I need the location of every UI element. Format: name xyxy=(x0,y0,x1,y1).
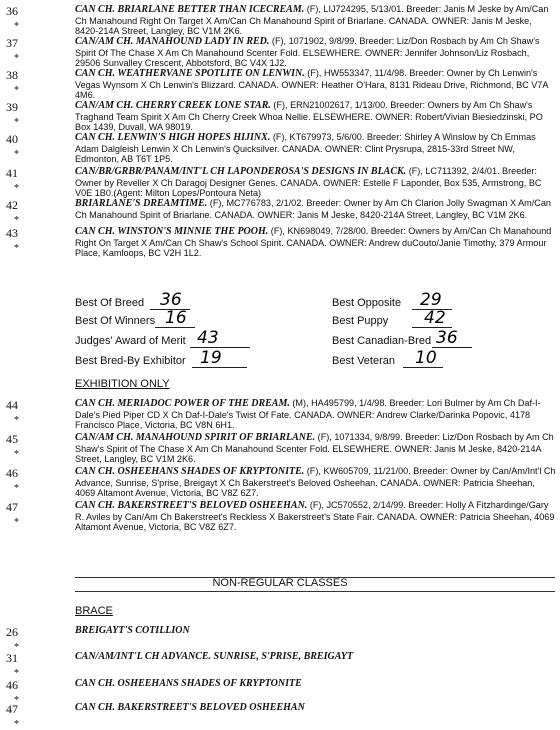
entry-text xyxy=(75,398,556,431)
brace-dog-name: CAN/AM/INT'L CH ADVANCE. SUNRISE, S'PRISE, BREIGAYT xyxy=(75,651,354,662)
entry-marker: * xyxy=(14,449,19,460)
best-bred-by-exhibitor-line xyxy=(192,367,247,368)
best-puppy-label: Best Puppy xyxy=(332,315,389,327)
section-divider-bottom xyxy=(75,591,555,592)
brace-dog-name: BREIGAYT'S COTILLION xyxy=(75,625,190,636)
entry-marker: * xyxy=(14,415,19,426)
dog-details: (F), KN698049, 7/28/00. Breeder: Owners by Am/Can Ch Manahound Right On Target X Am/Can Ch Shaw's School Spirit. CANADA. OWNER: Andrew duCouto/Janie Timothy, 379 Armour Place, Kamloops, BC V2H 1L2. xyxy=(75,226,552,258)
best-bred-by-exhibitor-label: Best Bred-By Exhibitor xyxy=(75,355,186,367)
entry-number: 44 xyxy=(6,398,18,412)
entry-marker: * xyxy=(14,695,19,706)
entry-marker: * xyxy=(14,183,19,194)
best-of-winners-line xyxy=(155,327,195,328)
best-canadian-bred-value: 36 xyxy=(436,328,458,348)
dog-details: (F), 1071902, 9/8/99. Breeder: Liz/Don Rosbach by Am Ch Shaw's Spirit Of The Chase X Am Ch Manahound Scenter Fold. ELSEWHERE. OWNER: Jennifer Johnson/Liz Rosbach, 29506 Sunvalley Crescent, Abbotsford, BC V4X 1J2. xyxy=(75,36,540,68)
dog-name: CAN CH. WINSTON'S MINNIE THE POOH. xyxy=(75,226,269,237)
dog-details: (F), KW605709, 11/21/00. Breeder: Owner by Can/Am/Int'l Ch Advance, Sunrise, S'prise, Breigayt X Ch Bakerstreet's Beloved Osheehan. CANADA. OWNER: Patricia Sheehan, 4069 Altamont Avenue, Victoria, BC V8Z 6Z7. xyxy=(75,466,556,498)
best-veteran-label: Best Veteran xyxy=(332,355,395,367)
best-opposite-value: 29 xyxy=(420,290,442,310)
dog-details: (F), ERN21002617, 1/13/00. Breeder: Owners by Am Ch Shaw's Traghand Team Spirit X Am Ch Cherry Creek Whoa Nellie. ELSEWHERE. OWNER: Robert/Vivian Biesiedzinski, PO Box 1439, Duvall, WA 98019. xyxy=(75,100,543,132)
best-canadian-bred-line xyxy=(432,347,472,348)
entry-number: 31 xyxy=(6,651,18,665)
entry-marker: * xyxy=(14,483,19,494)
best-puppy-value: 42 xyxy=(424,308,446,328)
entry-text xyxy=(75,198,556,220)
best-bred-by-exhibitor-value: 19 xyxy=(200,348,222,368)
entry-text xyxy=(75,466,556,499)
dog-details: (M), HA495799, 1/4/98. Breeder: Lori Bulmer by Am Ch Daf-I-Dale's Pied Piper CD X Ch Daf-I-Dale's Twist Of Fate. CANADA. OWNER: Andrew Clarke/Darinka Popovic, 4178 Francisco Place, Victoria, BC V8N 6H1. xyxy=(75,398,541,430)
entry-marker: * xyxy=(14,642,19,653)
entry-number: 46 xyxy=(6,678,18,692)
dog-name: CAN CH. WEATHERVANE SPOTLITE ON LENWIN. xyxy=(75,68,305,79)
entry-text xyxy=(75,4,556,37)
entry-text xyxy=(75,36,556,69)
entry-marker: * xyxy=(14,517,19,528)
entry-number: 38 xyxy=(6,68,18,82)
entry-marker: * xyxy=(14,117,19,128)
best-of-winners-label: Best Of Winners xyxy=(75,315,156,327)
entry-number: 47 xyxy=(6,500,18,514)
entry-number: 26 xyxy=(6,625,18,639)
entry-marker: * xyxy=(14,149,19,160)
entry-number: 43 xyxy=(6,226,18,240)
entry-text xyxy=(75,432,556,465)
dog-name: CAN CH. BAKERSTREET'S BELOVED OSHEEHAN. xyxy=(75,500,308,511)
dog-details: (F), KT679973, 5/6/00. Breeder: Shirley A Winslow by Ch Emmas Adam Dalgleish Lenwin X Ch Lenwin's Quicksilver. CANADA. OWNER: Clint Prysrupa, 2815-33rd Street NW, Edmonton, AB T6T 1P5. xyxy=(75,132,536,164)
dog-details: (F), LC711392, 2/4/01. Breeder: Owner by Reveller X Ch Daragoj Designer Genes. CANADA. OWNER: Estelle F Laponder, Box 535, Armstrong, BC V0E 1B0.(Agent: Milton Lopes/Pontoura Neta) xyxy=(75,166,542,198)
judges-award-label: Judges' Award of Merit xyxy=(75,335,186,347)
dog-details: (F), 1071334, 9/8/99. Breeder: Liz/Don Rosbach by Am Ch Shaw's Spirit of The Chase X Am Ch Manahound Scenter Fold. ELSEWHERE. OWNER: Janis M Jeske, 8420-214A Street, Langley, BC V1M 2K6. xyxy=(75,432,554,464)
brace-dog-name: CAN CH. OSHEEHANS SHADES OF KRYPTONITE xyxy=(75,678,302,689)
entry-number: 41 xyxy=(6,166,18,180)
entry-text xyxy=(75,226,556,259)
entry-text xyxy=(75,500,556,533)
entry-text xyxy=(75,100,556,133)
exhibition-only-heading: EXHIBITION ONLY xyxy=(75,378,170,390)
dog-name: CAN/AM CH. MANAHOUND LADY IN RED. xyxy=(75,36,270,47)
judges-award-value: 43 xyxy=(197,328,219,348)
dog-name: CAN CH. OSHEEHANS SHADES OF KRYPTONITE. xyxy=(75,466,305,477)
entry-number: 46 xyxy=(6,466,18,480)
entry-text xyxy=(75,166,556,199)
best-opposite-label: Best Opposite xyxy=(332,297,402,309)
best-of-winners-value: 16 xyxy=(165,308,187,328)
dog-name: CAN CH. LENWIN'S HIGH HOPES HIJINX. xyxy=(75,132,271,143)
entry-marker: * xyxy=(14,668,19,679)
dog-name: CAN/AM CH. CHERRY CREEK LONE STAR. xyxy=(75,100,271,111)
entry-marker: * xyxy=(14,243,19,254)
best-of-breed-label: Best Of Breed xyxy=(75,297,145,309)
dog-name: BRIARLANE'S DREAMTIME. xyxy=(75,198,208,209)
dog-name: CAN CH. BRIARLANE BETTER THAN ICECREAM. xyxy=(75,4,305,15)
entry-marker: * xyxy=(14,719,19,730)
entry-number: 42 xyxy=(6,198,18,212)
dog-name: CAN/BR/GRBR/PANAM/INT'L CH LAPONDEROSA'S DESIGNS IN BLACK. xyxy=(75,166,407,177)
non-regular-heading: NON-REGULAR CLASSES xyxy=(212,577,348,589)
entry-text xyxy=(75,68,556,101)
entry-text xyxy=(75,132,556,165)
best-of-breed-value: 36 xyxy=(160,290,182,310)
entry-number: 40 xyxy=(6,132,18,146)
entry-marker: * xyxy=(14,215,19,226)
best-canadian-bred-label: Best Canadian-Bred xyxy=(332,335,432,347)
entry-number: 47 xyxy=(6,702,18,716)
entry-number: 36 xyxy=(6,4,18,18)
brace-dog-name: CAN CH. BAKERSTREET'S BELOVED OSHEEHAN xyxy=(75,702,305,713)
dog-details: (F), LIJ724295, 5/13/01. Breeder: Janis M Jeske by Am/Can Ch Manahound Right On Target X Am/Can Ch Manahound Spirit of Briarlane. CANADA. OWNER: Janis M Jeske, 8420-214A Street, Langley, BC V1M 2K6. xyxy=(75,4,549,36)
dog-details: (F), MC776783, 2/1/02. Breeder: Owner by Am Ch Clarion Jolly Swagman X Am/Can Ch Manahound Spirit of Briarlane. CANADA. OWNER: Janis M Jeske, 8420-214A Street, Langley, BC V1M 2K6. xyxy=(75,198,551,220)
dog-name: CAN CH. MERIADOC POWER OF THE DREAM. xyxy=(75,398,290,409)
dog-details: (F), HW553347, 11/4/98. Breeder: Owner by Ch Lenwin's Vegas Wynsom X Ch Lenwin's Blizzard. CANADA. OWNER: Heather O'Hara, 8131 Rideau Drive, Richmond, BC V7A 4M6. xyxy=(75,68,548,100)
entry-marker: * xyxy=(14,53,19,64)
entry-number: 37 xyxy=(6,36,18,50)
entry-marker: * xyxy=(14,21,19,32)
entry-number: 45 xyxy=(6,432,18,446)
dog-details: (F), JC570552, 2/14/99. Breeder: Holly A Fitzhardinge/Gary R. Aviles by Can/Am Ch Bakerstreet's Reckless X Bakerstreet's State Fair. CANADA. OWNER: Patricia Sheehan, 4069 Altamont Avenue, Victoria, BC V8Z 6Z7. xyxy=(75,500,555,532)
brace-heading: BRACE xyxy=(75,605,113,617)
best-veteran-value: 10 xyxy=(415,348,437,368)
entry-number: 39 xyxy=(6,100,18,114)
entry-marker: * xyxy=(14,85,19,96)
best-veteran-line xyxy=(403,367,443,368)
dog-name: CAN/AM CH. MANAHOUND SPIRIT OF BRIARLANE. xyxy=(75,432,316,443)
